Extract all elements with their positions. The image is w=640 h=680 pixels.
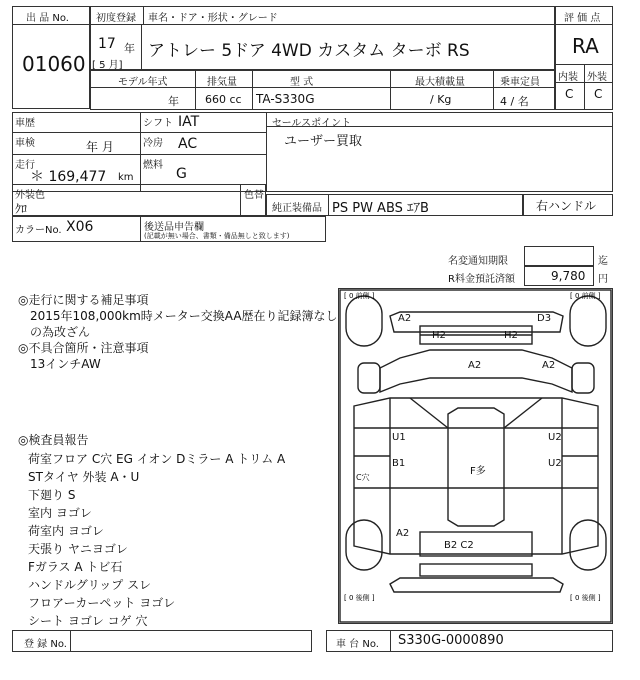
defect-note-line: 13インチAW (30, 357, 101, 371)
inspection-label: 車検 (15, 138, 35, 149)
equipment-label: 純正装備品 (272, 203, 322, 214)
exterior-grade: C (594, 87, 603, 101)
damage-mark: U2 (548, 458, 562, 469)
load-capacity-value: / Kg (430, 93, 452, 106)
recycle-value: 9,780 (551, 269, 586, 283)
equipment-value: PS PW ABS ｴｱB (332, 201, 429, 216)
year-value: 17 (98, 36, 116, 52)
inspector-line: シート ヨゴレ コゲ 穴 (28, 614, 148, 628)
damage-mark: A2 (468, 360, 482, 371)
displacement-label: 排気量 (207, 77, 237, 88)
notes-section (18, 292, 336, 372)
fuel-value: G (176, 166, 187, 182)
interior-grade: C (565, 87, 574, 101)
mileage-value: ＊ 169,477 (30, 169, 107, 185)
color-box (12, 184, 266, 216)
run-note-line: の為改ざん (30, 325, 91, 339)
registration-label: 登 録 No. (24, 639, 67, 650)
type-label: 型 式 (290, 77, 314, 88)
damage-mark: H2 (504, 330, 518, 341)
passenger-capacity-value: 4 / 名 (500, 95, 529, 108)
shift-value: IAT (178, 114, 200, 130)
damage-mark: H2 (432, 330, 446, 341)
car-name-label: 車名・ドア・形状・グレード (148, 13, 278, 24)
damage-mark: C穴 (356, 473, 370, 482)
passenger-capacity-label: 乗車定員 (500, 77, 540, 88)
history-label: 車歴 (15, 118, 35, 129)
damage-mark: F多 (470, 466, 486, 477)
damage-mark: A2 (396, 528, 410, 539)
car-diagram (338, 288, 613, 624)
recycle-label: R料金預託済額 (448, 274, 515, 285)
shift-label: シフト (143, 118, 173, 129)
damage-mark: A2 (542, 360, 556, 371)
run-notes-title: ◎走行に関する補足事項 (18, 293, 149, 307)
interior-label: 内装 (558, 72, 578, 83)
inspector-title: ◎検査員報告 (18, 433, 89, 447)
exterior-color-label: 外装色 (15, 190, 45, 201)
ac-value: AC (178, 136, 198, 152)
run-note-line: 2015年108,000km時メーター交換AA歴在り記録簿なし (30, 309, 338, 323)
type-value: TA-S330G (256, 92, 315, 106)
first-reg-label: 初度登録 (96, 13, 136, 24)
svg-text:[ 0 後側 ]: [ 0 後側 ] (344, 594, 375, 602)
defect-notes-title: ◎不具合箇所・注意事項 (18, 341, 149, 355)
color-no-label: カラーNo. (15, 225, 62, 236)
year-unit: 年 (124, 42, 135, 55)
damage-mark: D3 (537, 313, 552, 324)
model-year-unit: 年 (168, 95, 179, 108)
mileage-unit: km (118, 172, 134, 183)
displacement-value: 660 cc (205, 93, 242, 106)
mileage-label: 走行 (15, 160, 35, 171)
after-items-label: 後送品申告欄 (144, 222, 204, 233)
chassis-value: S330G-0000890 (398, 633, 504, 648)
damage-mark: B2 C2 (444, 540, 474, 551)
inspector-line: 下廻り S (28, 488, 76, 502)
inspector-line: フロアーカーペット ヨゴレ (28, 596, 176, 610)
sales-point-value: ユーザー買取 (284, 134, 363, 149)
inspector-line: 室内 ヨゴレ (28, 506, 92, 520)
svg-text:[ 0 後側 ]: [ 0 後側 ] (570, 594, 601, 602)
model-year-label: モデル年式 (118, 77, 168, 88)
inspector-line: 天張り ヤニヨゴレ (28, 542, 128, 556)
inspector-line: STタイヤ 外装 A・U (28, 470, 140, 484)
car-name: アトレー 5ドア 4WD カスタム ターボ RS (148, 41, 470, 61)
month-value: [ 5 月] (92, 60, 123, 71)
lot-number: 01060 (22, 52, 86, 76)
inspector-section (18, 432, 336, 630)
recycle-unit: 円 (598, 274, 608, 285)
score-value: RA (572, 34, 599, 58)
load-capacity-label: 最大積載量 (415, 77, 465, 88)
lot-label: 出 品 No. (26, 13, 69, 24)
name-change-unit: 迄 (598, 256, 608, 267)
damage-mark: U2 (548, 432, 562, 443)
chassis-label: 車 台 No. (336, 639, 379, 650)
inspector-line: ハンドルグリップ スレ (28, 578, 152, 592)
fuel-label: 燃料 (143, 160, 163, 171)
color-no-value: X06 (66, 219, 94, 235)
score-label: 評 価 点 (564, 13, 601, 24)
svg-text:[ 0 前側 ]: [ 0 前側 ] (570, 292, 601, 300)
exterior-label: 外装 (587, 72, 607, 83)
handle-value: 右ハンドル (536, 199, 597, 213)
name-change-label: 名変通知期限 (448, 256, 508, 267)
after-items-note: (記載が無い場合、書類・備品無しと致します) (144, 232, 290, 240)
inspection-value: 年 月 (86, 140, 114, 154)
color-change-label: 色替 (244, 190, 264, 201)
damage-mark: U1 (392, 432, 406, 443)
sales-point-label: セールスポイント (272, 118, 352, 129)
svg-text:[ 0 前側 ]: [ 0 前側 ] (344, 292, 375, 300)
inspector-line: 荷室内 ヨゴレ (28, 524, 104, 538)
damage-mark: A2 (398, 313, 412, 324)
name-change-box (524, 246, 594, 266)
exterior-color-value: ｸﾛ (15, 202, 28, 216)
inspector-line: Fガラス A トビ石 (28, 560, 123, 574)
damage-mark: B1 (392, 458, 406, 469)
ac-label: 冷房 (143, 138, 163, 149)
inspector-line: 荷室フロア C穴 EG イオン Dミラー A トリム A (28, 452, 286, 466)
